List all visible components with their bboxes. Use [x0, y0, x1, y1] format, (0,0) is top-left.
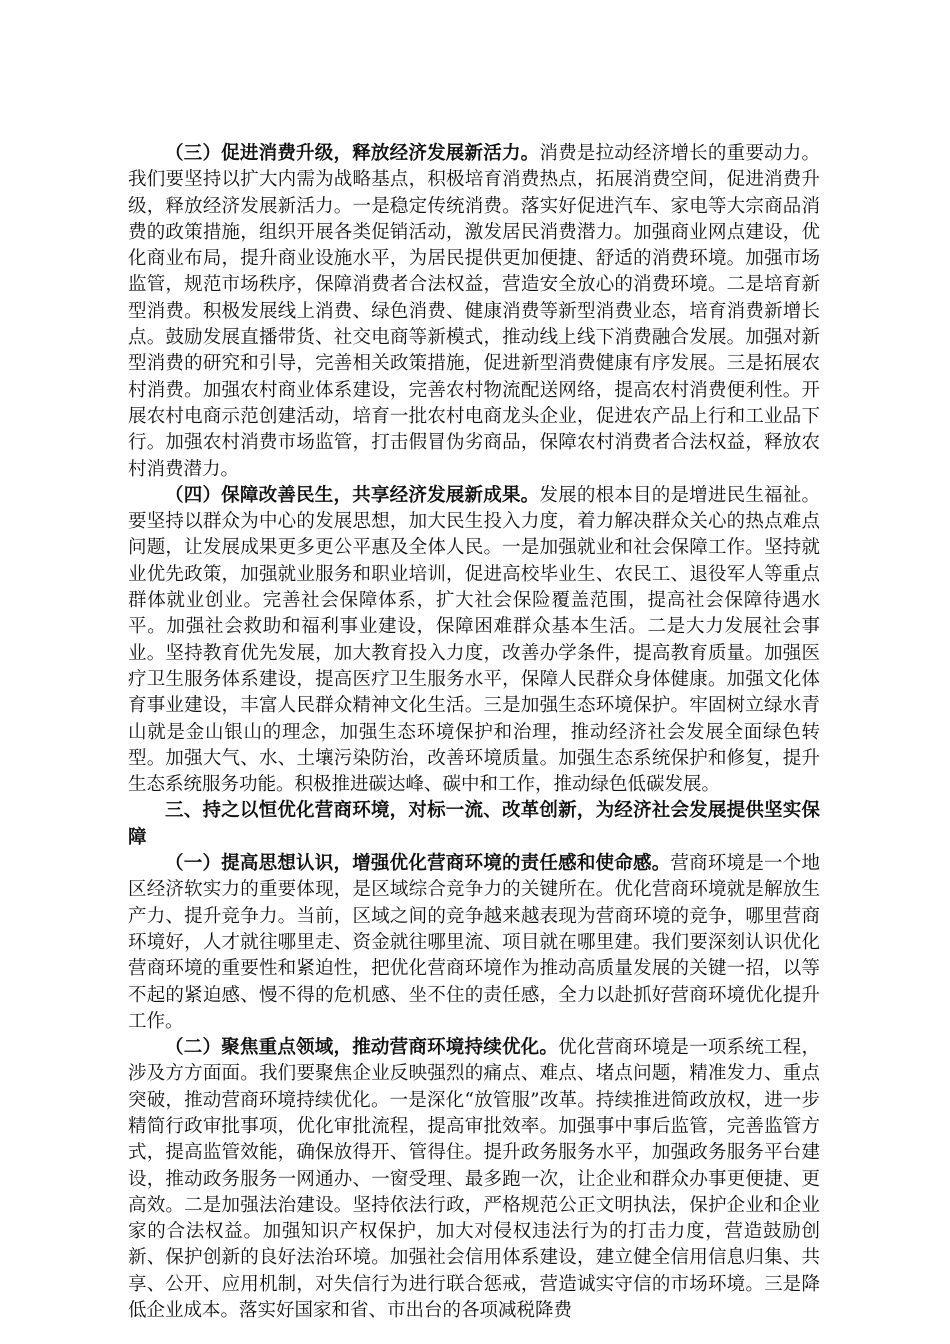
paragraph-lead: （二）聚焦重点领域，推动营商环境持续优化。	[165, 1037, 559, 1059]
paragraph-text: 发展的根本目的是增进民生福祉。要坚持以群众为中心的发展思想，加大民生投入力度，着力解决群众关心的热点难点问题，让发展成果更多更公平惠及全体人民。一是加强就业和社会保障工作。坚持就业优先政策，加强就业服务和职业培训，促进高校毕业生、农民工、退役军人等重点群体就业创业。完善社会保障体系，扩大社会保险覆盖范围，提高社会保障待遇水平。加强社会救助和福利事业建设，保障困难群众基本生活。二是大力发展社会事业。坚持教育优先发展，加大教育投入力度，改善办学条件，提高教育质量。加强医疗卫生服务体系建设，提高医疗卫生服务水平，保障人民群众身体健康。加强文化体育事业建设，丰富人民群众精神文化生活。三是加强生态环境保护。牢固树立绿水青山就是金山银山的理念，加强生态环境保护和治理，推动经济社会发展全面绿色转型。加强大气、水、土壤污染防治，改善环境质量。加强生态系统保护和修复，提升生态系统服务功能。积极推进碳达峰、碳中和工作，推动绿色低碳发展。	[128, 484, 820, 796]
paragraph-text: 营商环境是一个地区经济软实力的重要体现，是区域综合竞争力的关键所在。优化营商环境就是解放生产力、提升竞争力。当前，区域之间的竞争越来越表现为营商环境的竞争，哪里营商环境好，人才就往哪里走、资金就往哪里流、项目就在哪里建。我们要深刻认识优化营商环境的重要性和紧迫性，把优化营商环境作为推动高质量发展的关键一招，以等不起的紧迫感、慢不得的危机感、坐不住的责任感，全力以赴抓好营商环境优化提升工作。	[128, 853, 820, 1032]
paragraph-lead: （一）提高思想认识，增强优化营商环境的责任感和使命感。	[165, 853, 671, 875]
section-heading: 三、持之以恒优化营商环境，对标一流、改革创新，为经济社会发展提供坚实保障	[128, 800, 820, 848]
paragraph-text: 消费是拉动经济增长的重要动力。我们要坚持以扩大内需为战略基点，积极培育消费热点，拓展消费空间，促进消费升级，释放经济发展新活力。一是稳定传统消费。落实好促进汽车、家电等大宗商品消费的政策措施，组织开展各类促销活动，激发居民消费潜力。加强商业网点建设，优化商业布局，提升商业设施水平，为居民提供更加便捷、舒适的消费环境。加强市场监管，规范市场秩序，保障消费者合法权益，营造安全放心的消费环境。二是培育新型消费。积极发展线上消费、绿色消费、健康消费等新型消费业态，培育消费新增长点。鼓励发展直播带货、社交电商等新模式，推动线上线下消费融合发展。加强对新型消费的研究和引导，完善相关政策措施，促进新型消费健康有序发展。三是拓展农村消费。加强农村商业体系建设，完善农村物流配送网络，提高农村消费便利性。开展农村电商示范创建活动，培育一批农村电商龙头企业，促进农产品上行和工业品下行。加强农村消费市场监管，打击假冒伪劣商品，保障农村消费者合法权益，释放农村消费潜力。	[128, 143, 820, 480]
document-body	[128, 141, 820, 1324]
paragraph-lead: （三）促进消费升级，释放经济发展新活力。	[165, 143, 540, 164]
paragraph-awareness	[128, 851, 820, 1035]
paragraph-consumption-upgrade	[128, 141, 820, 483]
paragraph-lead: （四）保障改善民生，共享经济发展新成果。	[165, 484, 540, 506]
paragraph-key-areas	[128, 1035, 820, 1324]
paragraph-text: 优化营商环境是一项系统工程，涉及方方面面。我们要聚焦企业反映强烈的痛点、难点、堵点问题，精准发力、重点突破，推动营商环境持续优化。一是深化“放管服”改革。持续推进简政放权，进一步精简行政审批事项，优化审批流程，提高审批效率。加强事中事后监管，完善监管方式，提高监管效能，确保放得开、管得住。提升政务服务水平，加强政务服务平台建设，推动政务服务一网通办、一窗受理、最多跑一次，让企业和群众办事更便捷、更高效。二是加强法治建设。坚持依法行政，严格规范公正文明执法，保护企业和企业家的合法权益。加强知识产权保护，加大对侵权违法行为的打击力度，营造鼓励创新、保护创新的良好法治环境。加强社会信用体系建设，建立健全信用信息归集、共享、公开、应用机制，对失信行为进行联合惩戒，营造诚实守信的市场环境。三是降低企业成本。落实好国家和省、市出台的各项减税降费	[128, 1037, 820, 1322]
paragraph-livelihood	[128, 483, 820, 799]
